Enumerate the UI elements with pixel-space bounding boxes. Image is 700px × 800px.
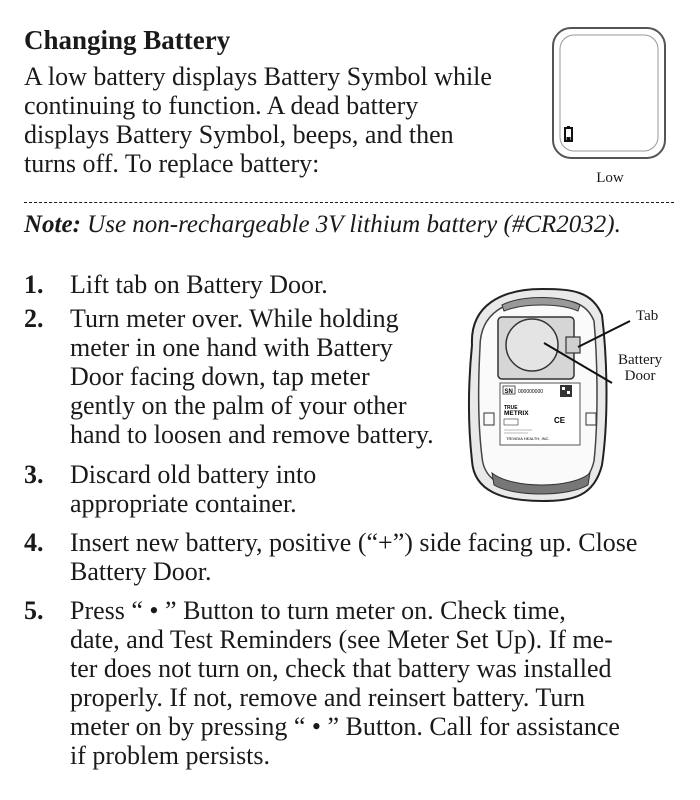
intro-paragraph [24, 62, 544, 178]
low-label: Low [596, 170, 624, 186]
step-line: properly. If not, remove and reinsert battery. Turn [70, 683, 586, 712]
section-heading: Changing Battery [24, 25, 231, 55]
label-ce-mark: CE [554, 416, 566, 425]
step-line: Turn meter over. While holding [70, 304, 399, 333]
low-battery-display-illustration [551, 26, 667, 188]
battery-note [24, 202, 674, 240]
step-line: hand to loosen and remove battery. [70, 420, 434, 449]
step-line: Insert new battery, positive (“+”) side facing up. Close [70, 528, 638, 557]
step-number: 4. [24, 528, 44, 557]
step-number: 2. [24, 304, 44, 333]
step-line: if problem persists. [70, 741, 271, 770]
step-number: 5. [24, 596, 44, 625]
step-text [70, 596, 620, 770]
step-line: ter does not turn on, check that battery was installed [70, 654, 612, 683]
intro-line: displays Battery Symbol, beeps, and then [24, 120, 454, 149]
intro-line: A low battery displays Battery Symbol while [24, 62, 492, 91]
step-line: date, and Test Reminders (see Meter Set Up). If me- [70, 625, 613, 654]
label-brand-line-2: METRIX [504, 410, 529, 417]
note-text: Use non-rechargeable 3V lithium battery (#CR2032). [87, 211, 621, 238]
callout-battery-door-line-2: Door [624, 368, 656, 384]
label-sn: SN [504, 389, 513, 395]
step-text [70, 270, 328, 299]
step-line: appropriate container. [70, 489, 297, 518]
intro-line: turns off. To replace battery: [24, 149, 320, 178]
note-label: Note: [24, 211, 81, 238]
step-line: Battery Door. [70, 557, 212, 586]
label-sn-value: 000000000 [518, 389, 544, 395]
step-number: 1. [24, 270, 44, 299]
step-text [70, 304, 434, 449]
callout-battery-door [618, 352, 662, 384]
label-brand-line-1: TRUE [504, 405, 518, 411]
step-line: meter in one hand with Battery [70, 333, 393, 362]
step-line: Lift tab on Battery Door. [70, 270, 328, 299]
intro-line: continuing to function. A dead battery [24, 91, 419, 120]
callout-battery-door-line-1: Battery [618, 352, 663, 368]
step-line: gently on the palm of your other [70, 391, 407, 420]
step-text [70, 460, 316, 518]
step-text [70, 528, 637, 586]
step-line: Door facing down, tap meter [70, 362, 370, 391]
label-maker: TRIVIDIA HEALTH, INC. [506, 436, 550, 441]
step-number: 3. [24, 460, 44, 489]
step-line: meter on by pressing “ • ” Button. Call for assistance [70, 712, 620, 741]
callout-tab: Tab [636, 308, 659, 324]
step-line: Discard old battery into [70, 460, 317, 489]
step-line: Press “ • ” Button to turn meter on. Check time, [70, 596, 566, 625]
